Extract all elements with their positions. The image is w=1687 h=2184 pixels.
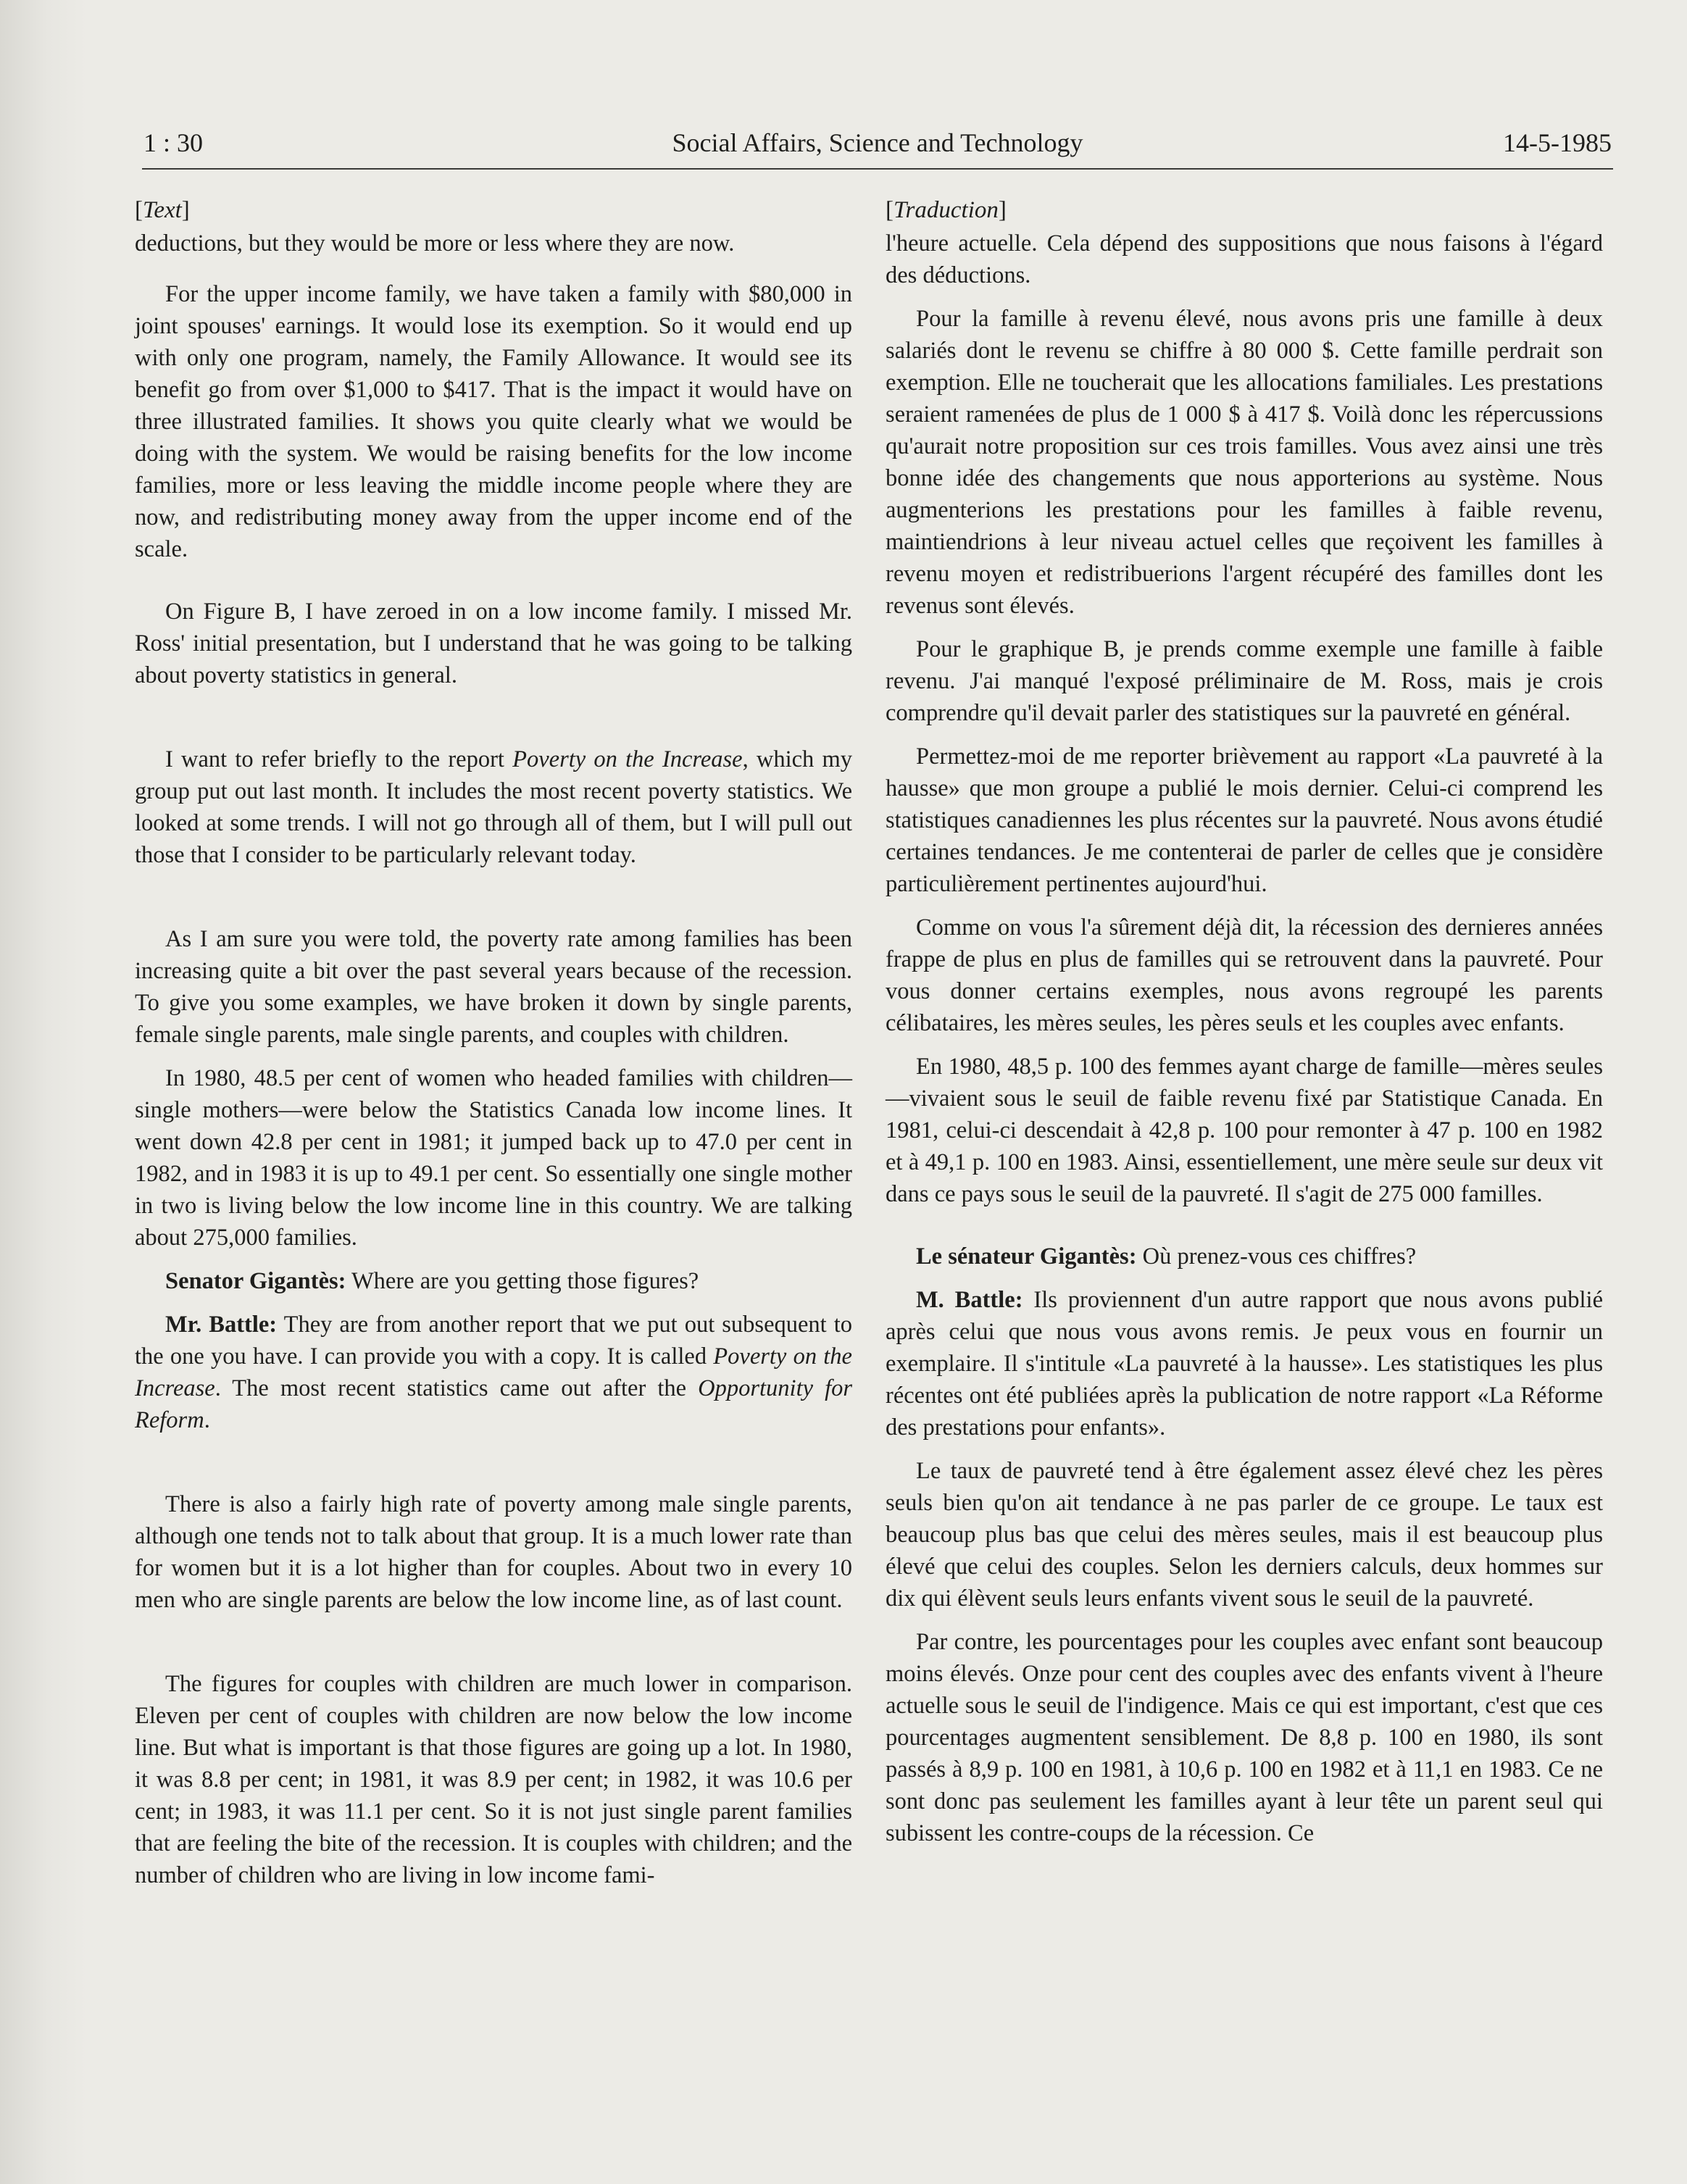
speaker-paragraph: Mr. Battle: They are from another report that we put out subsequent to the one you have. I can provide you with a copy. It is called Poverty on the Increase. The most recent statistics came out after the Opportunity for Reform.: [135, 1312, 853, 1433]
speaker-name: M. Battle:: [916, 1287, 1023, 1313]
paragraph: I want to refer briefly to the report Poverty on the Increase, which my group put out last month. It includes the most recent poverty statistics. We looked at some trends. I will not go through all of them, but I will pull out those that I consider to be particularly relevant today.: [135, 746, 853, 868]
paragraph: Pour le graphique B, je prends comme exemple une famille à faible revenu. J'ai manqué l'exposé préliminaire de M. Ross, mais je crois comprendre qu'il devait parler des statistiques sur la pauvreté en général.: [886, 636, 1603, 726]
french-column: [886, 194, 1603, 1849]
paragraph: deductions, but they would be more or less where they are now.: [135, 230, 735, 257]
paragraph: l'heure actuelle. Cela dépend des suppositions que nous faisons à l'égard des déductions.: [886, 230, 1603, 288]
paragraph: The figures for couples with children are much lower in comparison. Eleven per cent of couples with children are now below the low income line. But what is important is that those figures are going up a lot. In 1980, it was 8.8 per cent; in 1981, it was 8.9 per cent; in 1982, it was 10.6 per cent; in 1983, it was 11.1 per cent. So it is not just single parent families that are feeling the bite of the recession. It is couples with children; and the number of children who are living in low income fami-: [135, 1671, 852, 1888]
speaker-paragraph: Senator Gigantès: Where are you getting those figures?: [165, 1268, 699, 1294]
paragraph: As I am sure you were told, the poverty rate among families has been increasing quite a bit over the past several years because of the recession. To give you some examples, we have broken it down by single parents, female single parents, male single parents, and couples with children.: [135, 926, 852, 1048]
paragraph: Le taux de pauvreté tend à être également assez élevé chez les pères seuls bien qu'on ait tendance à ne pas parler de ce groupe. Le taux est beaucoup plus bas que celui des mères seules, mais il est beaucoup plus élevé que celui des couples. Selon les derniers calculs, deux hommes sur dix qui élèvent seuls leurs enfants vivent sous le seuil de la pauvreté.: [886, 1458, 1603, 1612]
speaker-name: Senator Gigantès:: [165, 1268, 346, 1294]
paragraph: Permettez-moi de me reporter brièvement au rapport «La pauvreté à la hausse» que mon groupe a publié le mois dernier. Celui-ci comprend les statistiques canadiennes les plus récentes sur la pauvreté. Nous avons étudié certaines tendances. Je me contenterai de parler de celles que je considère particulièrement pertinentes aujourd'hui.: [886, 743, 1603, 897]
speaker-name: Le sénateur Gigantès:: [916, 1243, 1137, 1270]
report-title: Opportunity for Reform: [135, 1375, 853, 1433]
column-label-traduction: [Traduction]: [886, 197, 1007, 223]
speaker-paragraph: M. Battle: Ils proviennent d'un autre rapport que nous avons publié après celui que nous vous avons remis. Je peux vous en fournir un exemplaire. Il s'intitule «La pauvreté à la hausse». Les statistiques les plus récentes ont été publiées après la publication de notre rapport «La Réforme des prestations pour enfants».: [886, 1287, 1603, 1441]
running-title: Social Affairs, Science and Technology: [672, 128, 1083, 157]
paragraph: Pour la famille à revenu élevé, nous avons pris une famille à deux salariés dont le revenu se chiffre à 80 000 $. Cette famille perdrait son exemption. Elle ne toucherait que les allocations familiales. Les prestations seraient ramenées de plus de 1 000 $ à 417 $. Voilà donc les répercussions qu'aurait notre proposition sur ces trois familles. Vous avez ainsi une très bonne idée des changements que nous apporterions au système. Nous augmenterions les prestations pour les familles à faible revenu, maintiendrions à leur niveau actuel celles que reçoivent les familles à revenu moyen et redistribuerions l'argent récupéré des familles dont les revenus sont élevés.: [886, 306, 1603, 619]
column-label-text: [Text]: [135, 197, 190, 223]
page-edge-shadow: [0, 0, 87, 2184]
header-date: 14-5-1985: [1503, 128, 1612, 157]
paragraph: Comme on vous l'a sûrement déjà dit, la récession des dernieres années frappe de plus en plus de familles qui se retrouvent dans la pauvreté. Pour vous donner certains exemples, nous avons regroupé les parents célibataires, les mères seules, les pères seuls et les couples avec enfants.: [886, 914, 1603, 1036]
speaker-name: Mr. Battle:: [165, 1312, 278, 1338]
paragraph: Par contre, les pourcentages pour les couples avec enfant sont beaucoup moins élevés. Onze pour cent des couples avec des enfants vivent à l'heure actuelle sous le seuil de l'indigence. Mais ce qui est important, c'est que ces pourcentages augmentent sensiblement. De 8,8 p. 100 en 1980, ils sont passés à 8,9 p. 100 en 1981, à 10,6 p. 100 en 1982 et à 11,1 en 1983. Ce ne sont donc pas seulement les familles ayant à leur tête un parent seul qui subissent les contre-coups de la récession. Ce: [886, 1629, 1603, 1846]
report-title: Poverty on the Increase: [135, 1343, 852, 1401]
speaker-paragraph: Le sénateur Gigantès: Où prenez-vous ces chiffres?: [916, 1243, 1417, 1270]
page-header: [142, 123, 1613, 170]
paragraph: In 1980, 48.5 per cent of women who headed families with children—single mothers—were below the Statistics Canada low income lines. It went down 42.8 per cent in 1981; it jumped back up to 47.0 per cent in 1982, and in 1983 it is up to 49.1 per cent. So essentially one single mother in two is living below the low income line in this country. We are talking about 275,000 families.: [135, 1065, 852, 1251]
report-title: Poverty on the Increase: [512, 746, 743, 772]
paragraph: On Figure B, I have zeroed in on a low income family. I missed Mr. Ross' initial presentation, but I understand that he was going to be talking about poverty statistics in general.: [135, 599, 852, 688]
paragraph: En 1980, 48,5 p. 100 des femmes ayant charge de famille—mères seules—vivaient sous le seuil de faible revenu fixé par Statistique Canada. En 1981, celui-ci descendait à 42,8 p. 100 pour remonter à 47 p. 100 en 1982 et à 49,1 p. 100 en 1983. Ainsi, essentiellement, une mère seule sur deux vit dans ce pays sous le seuil de la pauvreté. Il s'agit de 275 000 familles.: [886, 1054, 1603, 1207]
paragraph: For the upper income family, we have taken a family with $80,000 in joint spouses' earnings. It would lose its exemption. So it would end up with only one program, namely, the Family Allowance. It would see its benefit go from over $1,000 to $417. That is the impact it would have on three illustrated families. It shows you quite clearly what we would be doing with the system. We would be raising benefits for the low income families, more or less leaving the middle income people where they are now, and redistributing money away from the upper income end of the scale.: [135, 281, 852, 562]
english-column: [135, 194, 852, 1891]
page-number: 1 : 30: [143, 128, 204, 157]
paragraph: There is also a fairly high rate of poverty among male single parents, although one tends not to talk about that group. It is a much lower rate than for women but it is a lot higher than for couples. About two in every 10 men who are single parents are below the low income line, as of last count.: [135, 1491, 852, 1613]
